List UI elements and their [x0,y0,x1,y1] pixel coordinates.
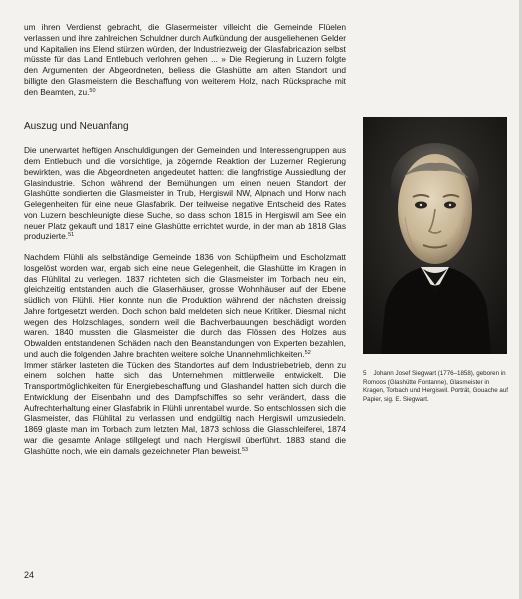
paragraph-section-3: Immer stärker lasteten die Tücken des Standortes auf dem Industriebetrieb, denn zu einem solchen hatte sich das Unternehmen mittlerweile entwickelt. Die Transportmöglichkeiten für Energiebeschaffung und Glashandel hatten sich durch die Entwicklung der Eisenbahn und des Dampfschiffes so sehr verändert, dass die Aufrechterhaltung einer Glasfabrik in Flühli unrentabel wurde. So entschlossen sich die Glasmeister, das Flühlital zu verlassen und endgültig nach Hergiswil umzusiedeln. 1869 glaste man im Torbach zum letzten Mal, 1873 schloss die Glasschleiferei, 1874 war die gesamte Anlage stillgelegt und nach Hergiswil überführt. 1883 stand die Glashütte noch, wie ein damals gezeichneter Plan beweist.$^{53}$ [24,359,346,456]
paragraph-intro: um ihren Verdienst gebracht, die Glasermeister villeicht die Gemeinde Flüelen verlassen und ihre zahlreichen Schuldner durch Aufkündung der ausgeliehenen Gelder und Kapitalien ins Elend stürzen würden, der Industriezweig der Glasfabricazion selbst müsste für das Land Entlebuch verlohren gehen ... » Die Regierung in Luzern folgte den Argumenten der Abgeordneten, beliess die Glashütte am alten Standort und billigte den Glasmeistern die Beschaffung von weiterem Holz, nach Rücksprache mit den Beamten, zu.$^{50}$ [24,22,346,97]
page-number: 24 [24,570,35,580]
footnote-ref: 52 [304,349,311,356]
footnote-ref: 51 [68,232,75,239]
figure-caption-text: Johann Josef Siegwart (1776–1858), geboren in Romoos (Glashütte Fontanne), Glasmeister in Kragen, Torbach und Hergiswil. Porträt, Gouache auf Papier, sig. E. Siegwart. [363,370,509,403]
paragraph-section-2: Nachdem Flühli als selbständige Gemeinde 1836 von Schüpfheim und Escholzmatt losgelöst worden war, ergab sich eine neue Gelegenheit, die Glashütte im Kragen in das Flühlital zu verlegen. 1837 richteten sich die Glasmeister im Torbach neu ein, gleichzeitig entstanden auch die Glaserhäuser, grosse Wohnhäuser auf der Ebene südlich von Flühli. Hier konnte nun die Produktion während der nächsten dreissig Jahre fortgesetzt werden. Doch schon bald meldeten sich neue Kritiker. Diesmal nicht wegen des Holzschlages, sondern weil die Bachverbauungen beschädigt worden waren. 1840 mussten die Glasmeister die durch das Flössen des Holzes aus Obwalden entstandenen Schäden nach den Beanstandungen von Experten bezahlen, und auch die folgenden Jahre brachten weitere solche Unannehmlichkeiten.$^{52}$ [24,252,346,359]
section-heading: Auszug und Neuanfang [24,121,129,133]
figure-number: 5 [363,370,367,377]
figure-caption [363,370,509,404]
portrait-painting-icon [363,117,507,354]
footnote-ref: 53 [242,446,249,453]
footnote-ref: 50 [89,87,96,94]
main-text-column [24,22,346,456]
portrait-image [363,117,507,354]
paragraph-section-1: Die unerwartet heftigen Anschuldigungen der Gemeinden und Interessengruppen aus dem Entlebuch und die vorsichtige, ja zögernde Reaktion der Luzerner Regierung bewirkten, was die Abgeordneten angedeutet hatten: die langfristige Aussiedlung der Glasindustrie. Schon während der Bemühungen um einen neuen Standort der Glashütte sondierten die Glasmeister in Trub, Hergiswil NW, Alpnach und Horw nach Gelegenheiten für eine neue Glasfabrik. Der teilweise negative Entscheid des Rates von Luzern beschleunigte diese Suche, so dass schon 1815 in Hergiswil am See ein neuer Platz gekauft und 1817 eine Glashütte errichtet wurde, in der man ab 1818 Glas produzierte.$^{51}$ [24,145,346,242]
